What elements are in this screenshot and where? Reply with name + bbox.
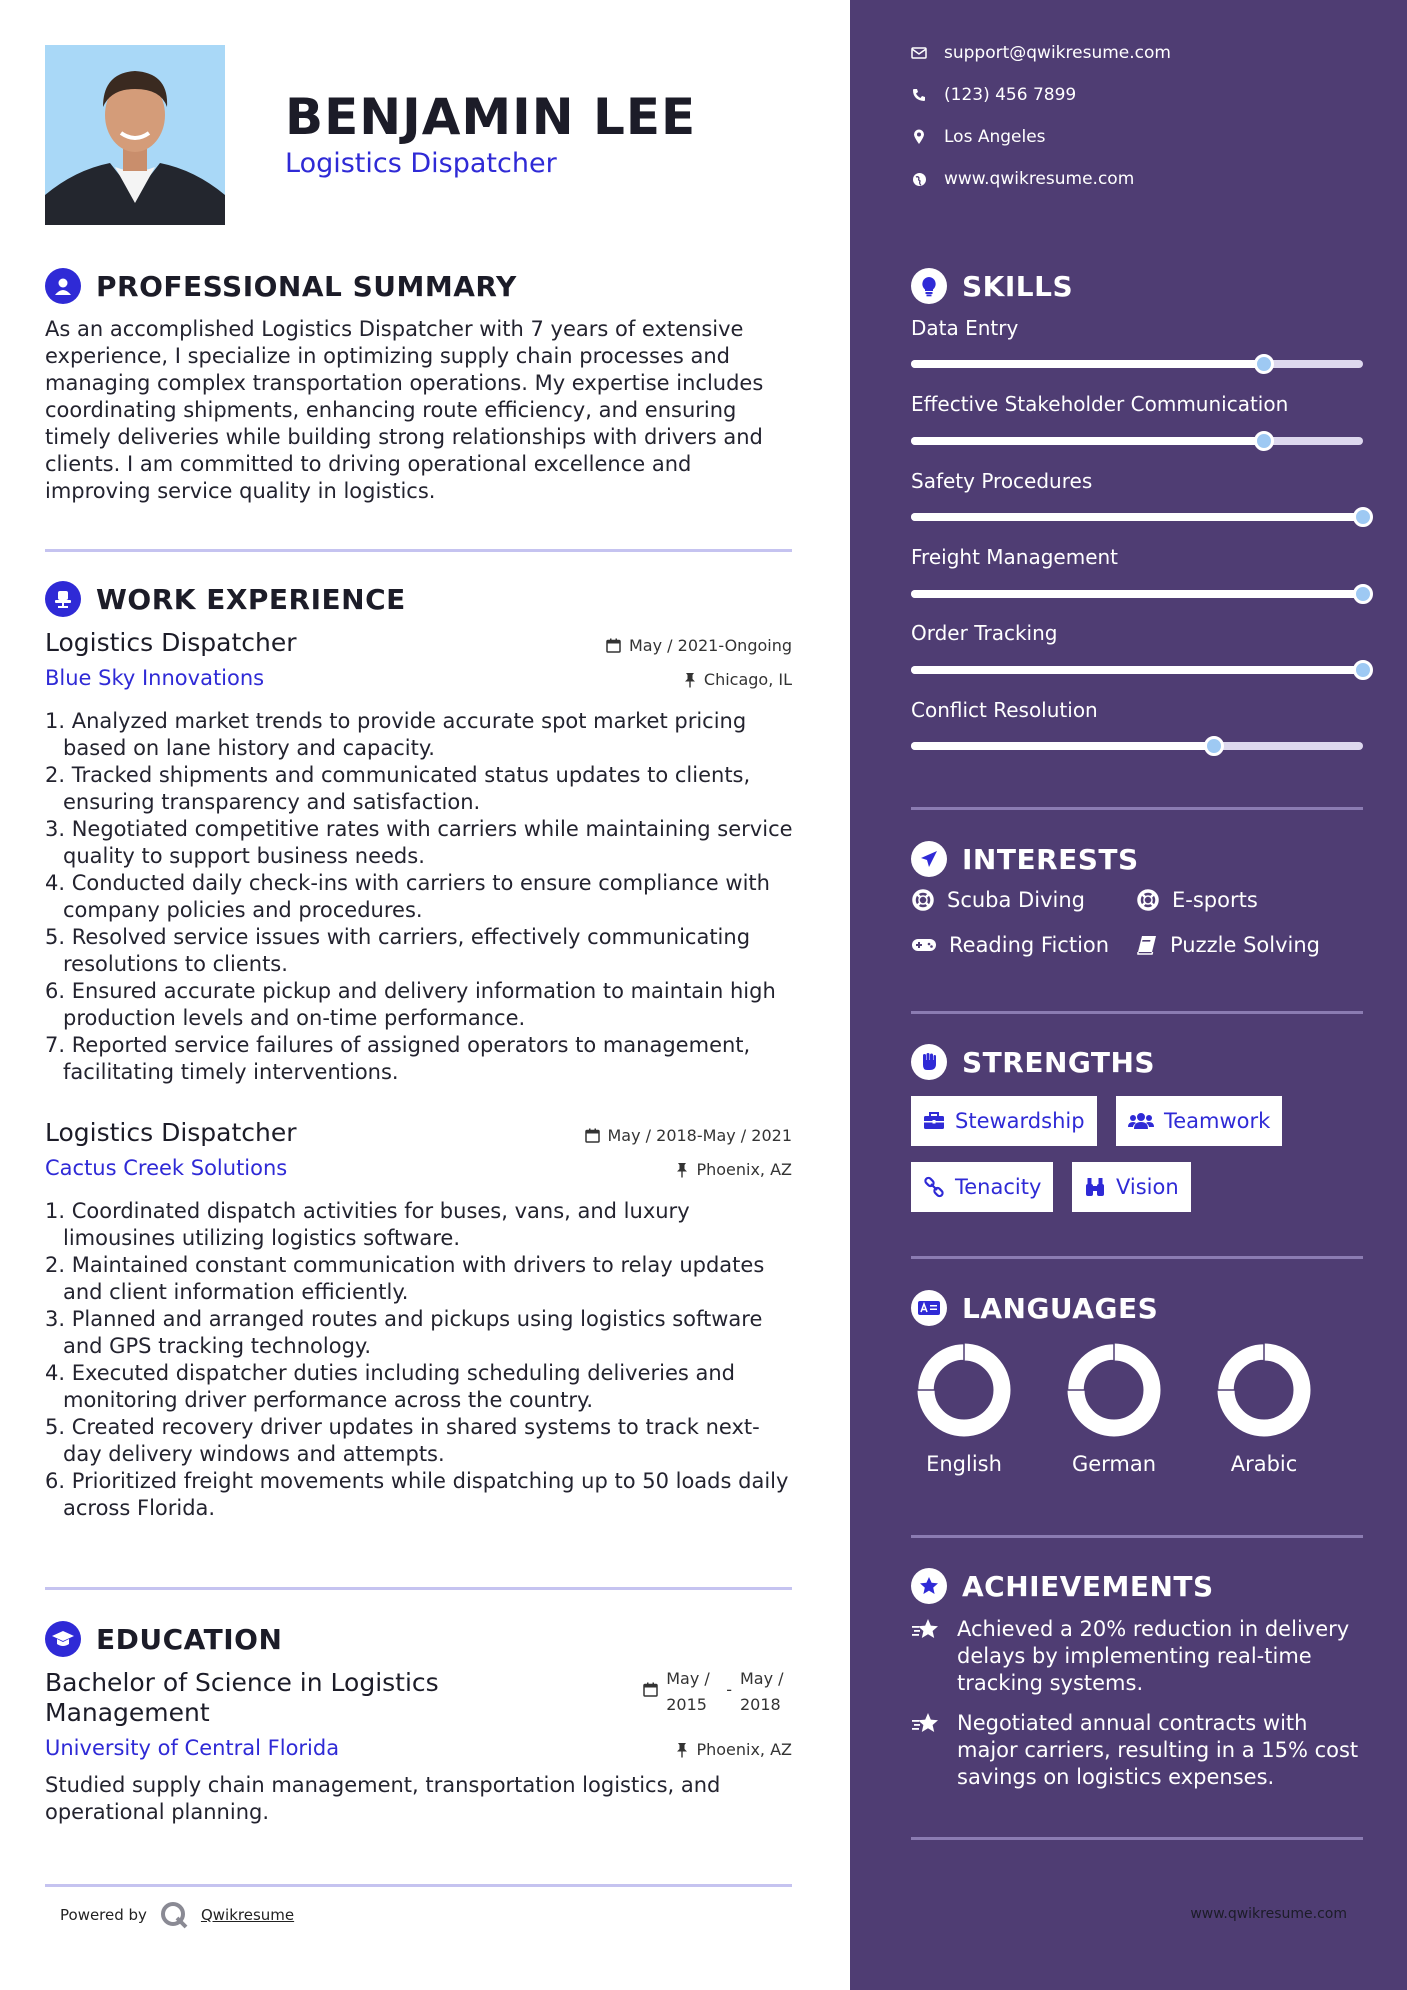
list-item: 6. Ensured accurate pickup and delivery information to maintain high production levels and on-time performance. — [45, 979, 776, 1030]
job-date — [606, 636, 792, 655]
education-location — [676, 1740, 792, 1759]
skill-bar — [911, 590, 1363, 598]
list-item: 1. Coordinated dispatch activities for buses, vans, and luxury limousines utilizing logistics software. — [45, 1199, 690, 1250]
skills-title: SKILLS — [962, 269, 1074, 303]
strength-label: Stewardship — [955, 1109, 1085, 1133]
location-text: Los Angeles — [944, 127, 1046, 147]
job-date-text: May / 2018-May / 2021 — [607, 1126, 792, 1145]
link-icon — [923, 1176, 945, 1198]
globe-icon — [910, 172, 928, 187]
footer-url[interactable]: www.qwikresume.com — [1190, 1906, 1347, 1922]
skill-bar — [911, 742, 1363, 750]
divider — [45, 549, 792, 552]
job-duties — [45, 1198, 795, 1522]
pin-icon — [684, 672, 696, 688]
list-item: 1. Analyzed market trends to provide accurate spot market pricing based on lane history and capacity. — [45, 709, 747, 760]
education-title: EDUCATION — [96, 1622, 283, 1656]
interest-label: Reading Fiction — [949, 933, 1110, 957]
divider — [911, 1535, 1363, 1538]
language-label: English — [926, 1452, 1002, 1476]
interest-item — [1136, 933, 1320, 957]
contact-email — [910, 43, 1171, 63]
user-icon — [45, 268, 81, 304]
divider — [911, 807, 1363, 810]
list-item: 6. Prioritized freight movements while dispatching up to 50 loads daily across Florida. — [45, 1469, 789, 1520]
achievement-item — [911, 1710, 1371, 1791]
life-ring-icon — [1136, 888, 1160, 912]
candidate-name: BENJAMIN LEE — [285, 88, 697, 146]
language-ring — [916, 1342, 1012, 1438]
list-item: 4. Conducted daily check-ins with carriers to ensure compliance with company policies and procedures. — [45, 871, 770, 922]
divider — [45, 1884, 792, 1887]
envelope-icon — [910, 47, 928, 59]
qwikresume-link[interactable]: Qwikresume — [200, 1906, 295, 1924]
chair-icon — [45, 581, 81, 617]
skill-bar-fill — [911, 360, 1264, 368]
strength-chip — [911, 1162, 1053, 1212]
interests-title: INTERESTS — [962, 842, 1139, 876]
candidate-role: Logistics Dispatcher — [285, 148, 557, 179]
job-title: Logistics Dispatcher — [45, 628, 297, 657]
job-company: Cactus Creek Solutions — [45, 1156, 288, 1180]
interest-item — [911, 933, 1109, 957]
education-date — [643, 1666, 792, 1718]
interest-item — [911, 888, 1085, 912]
job-date-text: May / 2021-Ongoing — [629, 636, 792, 655]
sidebar — [850, 0, 1407, 1990]
strength-chip — [911, 1096, 1097, 1146]
list-item: 3. Negotiated competitive rates with carriers while maintaining service quality to support business needs. — [45, 817, 793, 868]
achievement-text: Negotiated annual contracts with major carriers, resulting in a 15% cost savings on logistics expenses. — [957, 1711, 1359, 1789]
job-company: Blue Sky Innovations — [45, 666, 265, 690]
interests-header — [911, 841, 1139, 877]
job-duties — [45, 708, 795, 1086]
list-item: 5. Created recovery driver updates in shared systems to track next-day delivery windows and attempts. — [45, 1415, 760, 1466]
language-item — [904, 1342, 1024, 1476]
achievements-header — [911, 1568, 1214, 1604]
education-date-start: May / 2015 — [666, 1669, 710, 1714]
website-text[interactable]: www.qwikresume.com — [944, 169, 1135, 189]
strength-label: Teamwork — [1164, 1109, 1271, 1133]
qwikresume-logo-icon — [159, 1900, 189, 1930]
summary-text: As an accomplished Logistics Dispatcher with 7 years of extensive experience, I specialize in optimizing supply chain processes and managing complex transportation operations. My expertise includes coordinating shipments, enhancing route efficiency, and ensuring timely deliveries while building strong relationships with drivers and clients. I am committed to driving operational excellence and improving service quality in logistics. — [45, 317, 764, 503]
skill-bar-handle — [1204, 736, 1224, 756]
divider — [911, 1256, 1363, 1259]
skill-bar-handle — [1254, 431, 1274, 451]
job-location-text: Phoenix, AZ — [696, 1160, 792, 1179]
language-label: German — [1071, 1452, 1157, 1476]
email-text[interactable]: support@qwikresume.com — [944, 43, 1171, 63]
skill-label: Order Tracking — [911, 621, 1058, 645]
skill-bar-fill — [911, 742, 1214, 750]
job-location — [676, 1160, 792, 1179]
lightbulb-icon — [911, 268, 947, 304]
skill-bar-handle — [1353, 660, 1373, 680]
list-item: 3. Planned and arranged routes and pickups using logistics software and GPS tracking technology. — [45, 1307, 763, 1358]
skill-bar-handle — [1353, 584, 1373, 604]
skill-label: Conflict Resolution — [911, 698, 1098, 722]
skill-bar-fill — [911, 590, 1363, 598]
school: University of Central Florida — [45, 1736, 340, 1760]
achievement-item — [911, 1616, 1371, 1697]
language-item — [1054, 1342, 1174, 1476]
list-item: 5. Resolved service issues with carriers, effectively communicating resolutions to clients. — [45, 925, 751, 976]
fist-icon — [911, 1044, 947, 1080]
language-icon — [911, 1290, 947, 1326]
achievement-text: Achieved a 20% reduction in delivery delays by implementing real-time tracking systems. — [957, 1617, 1350, 1695]
footer-powered — [60, 1900, 294, 1930]
divider — [45, 1587, 792, 1590]
briefcase-icon — [923, 1111, 945, 1131]
skill-label: Data Entry — [911, 316, 1019, 340]
language-ring — [1066, 1342, 1162, 1438]
skill-label: Effective Stakeholder Communication — [911, 392, 1289, 416]
strength-chip — [1116, 1096, 1282, 1146]
list-item: 2. Maintained constant communication with drivers to relay updates and client information efficiently. — [45, 1253, 765, 1304]
star-icon — [911, 1710, 943, 1791]
skill-label: Freight Management — [911, 545, 1119, 569]
strength-label: Tenacity — [955, 1175, 1042, 1199]
language-ring — [1216, 1342, 1312, 1438]
strength-label: Vision — [1116, 1175, 1179, 1199]
contact-location — [910, 127, 1046, 147]
education-text: Studied supply chain management, transportation logistics, and operational planning. — [45, 1773, 721, 1824]
interest-label: E-sports — [1172, 888, 1258, 912]
pin-icon — [676, 1162, 688, 1178]
interest-label: Scuba Diving — [947, 888, 1085, 912]
book-icon — [1136, 934, 1158, 956]
skill-label: Safety Procedures — [911, 469, 1093, 493]
pin-icon — [676, 1742, 688, 1758]
phone-text: (123) 456 7899 — [944, 85, 1077, 105]
job-location — [684, 670, 792, 689]
calendar-icon — [585, 1128, 600, 1143]
interest-item — [1136, 888, 1258, 912]
star-icon — [911, 1616, 943, 1697]
list-item: 2. Tracked shipments and communicated status updates to clients, ensuring transparency and satisfaction. — [45, 763, 751, 814]
education-header — [45, 1621, 282, 1657]
strength-chip — [1072, 1162, 1191, 1212]
paper-plane-icon — [911, 841, 947, 877]
contact-website — [910, 169, 1134, 189]
strengths-title: STRENGTHS — [962, 1045, 1156, 1079]
achievements-title: ACHIEVEMENTS — [962, 1569, 1214, 1603]
language-label: Arabic — [1230, 1452, 1298, 1476]
calendar-icon — [643, 1682, 658, 1697]
skill-bar — [911, 666, 1363, 674]
skill-bar — [911, 437, 1363, 445]
strengths-header — [911, 1044, 1155, 1080]
skill-bar — [911, 513, 1363, 521]
star-badge-icon — [911, 1568, 947, 1604]
list-item: 7. Reported service failures of assigned operators to management, facilitating timely interventions. — [45, 1033, 751, 1084]
job-title: Logistics Dispatcher — [45, 1118, 297, 1147]
skill-bar-fill — [911, 513, 1363, 521]
job-date — [585, 1126, 793, 1145]
experience-header — [45, 581, 406, 617]
skills-header — [911, 268, 1073, 304]
map-marker-icon — [910, 129, 928, 145]
languages-header — [911, 1290, 1158, 1326]
phone-icon — [910, 88, 928, 102]
skill-bar — [911, 360, 1363, 368]
profile-photo — [45, 45, 225, 225]
interest-label: Puzzle Solving — [1170, 933, 1320, 957]
education-date-sep: - — [726, 1680, 732, 1699]
degree: Bachelor of Science in Logistics Management — [45, 1668, 439, 1727]
languages-title: LANGUAGES — [962, 1291, 1159, 1325]
summary-header — [45, 268, 517, 304]
list-item: 4. Executed dispatcher duties including scheduling deliveries and monitoring driver performance across the country. — [45, 1361, 735, 1412]
skill-bar-fill — [911, 437, 1264, 445]
education-date-end: May / 2018 — [740, 1669, 784, 1714]
skill-bar-handle — [1254, 354, 1274, 374]
education-location-text: Phoenix, AZ — [696, 1740, 792, 1759]
life-ring-icon — [911, 888, 935, 912]
binoculars-icon — [1084, 1176, 1106, 1198]
users-icon — [1128, 1111, 1154, 1131]
gamepad-icon — [911, 936, 937, 954]
contact-phone — [910, 85, 1076, 105]
job-location-text: Chicago, IL — [703, 670, 792, 689]
language-item — [1204, 1342, 1324, 1476]
powered-by-text: Powered by — [60, 1906, 147, 1924]
experience-title: WORK EXPERIENCE — [96, 582, 406, 616]
summary-title: PROFESSIONAL SUMMARY — [96, 269, 517, 303]
divider — [911, 1011, 1363, 1014]
skill-bar-handle — [1353, 507, 1373, 527]
divider — [911, 1837, 1363, 1840]
skill-bar-fill — [911, 666, 1363, 674]
graduation-cap-icon — [45, 1621, 81, 1657]
calendar-icon — [606, 638, 621, 653]
